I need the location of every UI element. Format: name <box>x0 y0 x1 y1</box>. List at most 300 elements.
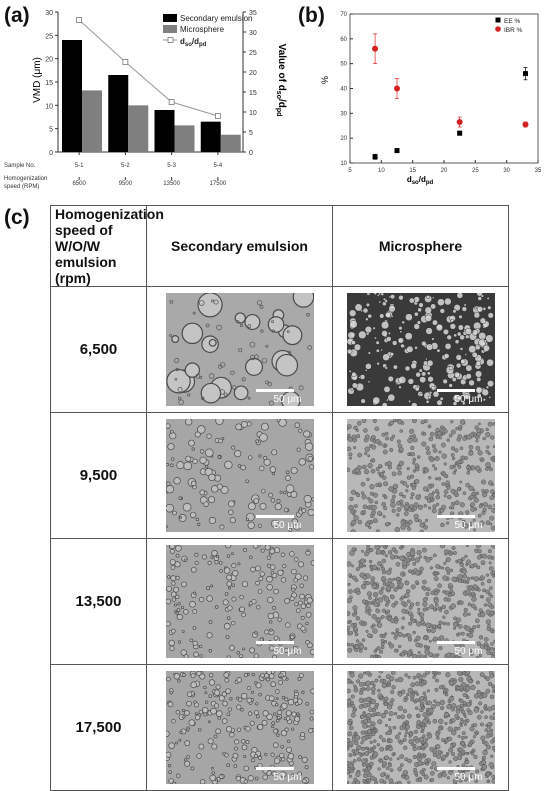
microsphere <box>425 400 428 403</box>
microsphere <box>404 505 409 510</box>
microsphere <box>381 646 384 649</box>
droplet <box>269 467 275 473</box>
microsphere <box>361 492 364 495</box>
y-tick-label: 40 <box>340 86 347 93</box>
microsphere <box>475 440 478 443</box>
microsphere <box>443 329 449 335</box>
droplet <box>259 572 263 576</box>
y2-tick-label: 5 <box>249 130 253 137</box>
microsphere <box>373 602 378 607</box>
header-speed: Homogenization speed of W/O/W emulsion (rpm) <box>51 206 147 287</box>
droplet <box>259 434 267 442</box>
droplet <box>239 607 244 612</box>
microsphere <box>367 463 372 468</box>
droplet <box>187 692 192 697</box>
microsphere <box>394 527 399 532</box>
droplet <box>177 614 182 619</box>
microsphere <box>404 512 408 516</box>
droplet <box>260 674 264 678</box>
microsphere <box>486 574 489 577</box>
microsphere <box>492 493 494 497</box>
droplet <box>288 753 294 759</box>
microsphere <box>384 756 388 760</box>
microsphere <box>486 780 489 783</box>
microsphere <box>368 613 370 615</box>
microsphere <box>412 676 415 679</box>
microsphere <box>349 457 352 460</box>
droplet <box>258 590 262 594</box>
speed-label-line2: speed (RPM) <box>4 184 40 190</box>
microsphere <box>398 583 403 588</box>
microsphere <box>443 562 446 565</box>
droplet <box>211 744 216 749</box>
microsphere <box>383 298 386 301</box>
microsphere <box>367 719 371 723</box>
x-tick-label: 20 <box>440 168 448 174</box>
microsphere <box>414 464 418 468</box>
microsphere <box>465 758 468 761</box>
droplet <box>273 729 277 733</box>
microsphere <box>367 352 370 355</box>
microsphere <box>423 487 427 491</box>
microsphere <box>423 361 427 365</box>
microsphere <box>356 434 360 438</box>
microsphere <box>484 340 487 343</box>
microsphere <box>394 649 397 652</box>
microsphere <box>398 386 401 389</box>
microsphere <box>396 466 401 471</box>
microsphere <box>461 736 464 739</box>
microsphere <box>459 724 462 727</box>
microsphere <box>383 386 389 392</box>
microsphere <box>397 706 402 711</box>
microsphere <box>397 440 401 444</box>
legend-label: IBR % <box>504 27 523 34</box>
microsphere <box>418 676 422 680</box>
microsphere <box>413 514 418 519</box>
droplet <box>242 648 244 650</box>
droplet <box>241 613 245 617</box>
microsphere <box>407 527 410 530</box>
microsphere <box>358 331 366 339</box>
microsphere <box>404 758 407 761</box>
microsphere <box>366 713 371 718</box>
microsphere <box>410 496 413 499</box>
droplet <box>274 636 278 640</box>
droplet <box>248 712 252 716</box>
microsphere <box>435 489 438 492</box>
droplet <box>308 729 312 733</box>
microsphere <box>481 760 485 764</box>
microsphere <box>486 651 490 655</box>
microsphere <box>435 495 439 499</box>
microsphere <box>460 359 465 364</box>
microsphere <box>356 640 359 643</box>
microsphere <box>446 522 449 525</box>
microsphere <box>401 617 404 620</box>
microsphere <box>491 779 494 784</box>
microsphere <box>406 346 413 353</box>
row-speed-9500: 9,500 <box>51 413 147 539</box>
microsphere <box>400 421 403 424</box>
microsphere <box>455 709 459 713</box>
microsphere <box>377 768 380 771</box>
microsphere <box>388 764 391 767</box>
microsphere <box>388 718 391 721</box>
microsphere <box>436 654 439 657</box>
microsphere <box>358 376 360 378</box>
droplet <box>217 717 220 720</box>
micrograph-image <box>166 671 314 784</box>
microsphere <box>471 577 474 580</box>
microsphere <box>385 603 388 606</box>
microsphere <box>358 698 363 703</box>
microsphere <box>403 698 407 702</box>
droplet <box>284 598 289 603</box>
microsphere <box>425 315 432 322</box>
microsphere <box>439 397 443 401</box>
microsphere <box>489 587 492 590</box>
legend-swatch <box>163 25 177 33</box>
microsphere <box>357 421 361 425</box>
droplet <box>183 462 191 470</box>
microsphere <box>375 467 378 470</box>
microsphere <box>354 344 361 351</box>
droplet <box>206 434 211 439</box>
microsphere <box>417 714 420 717</box>
microsphere <box>415 571 420 576</box>
x-tick-label: 5 <box>348 168 352 174</box>
microsphere <box>351 372 356 377</box>
microsphere <box>456 293 462 298</box>
droplet <box>219 570 222 573</box>
droplet <box>246 698 251 703</box>
microsphere <box>395 679 398 682</box>
droplet <box>306 604 310 608</box>
microsphere <box>467 613 470 616</box>
bar-secondary-emulsion <box>108 75 128 152</box>
bar-secondary-emulsion <box>62 40 82 152</box>
microsphere <box>375 609 379 613</box>
microsphere <box>375 598 378 601</box>
microsphere <box>394 782 397 784</box>
microsphere <box>433 608 436 611</box>
droplet <box>227 606 232 611</box>
microsphere <box>490 647 493 650</box>
microsphere <box>381 642 384 645</box>
microsphere <box>379 679 383 683</box>
microsphere <box>431 761 436 766</box>
microsphere <box>351 435 355 439</box>
droplet <box>282 696 285 699</box>
microsphere <box>370 492 374 496</box>
droplet <box>233 765 236 768</box>
microsphere <box>366 303 370 307</box>
droplet <box>310 649 314 654</box>
microsphere <box>395 419 398 421</box>
droplet <box>296 448 299 451</box>
microsphere <box>476 377 481 382</box>
microsphere <box>349 620 352 623</box>
microsphere <box>375 341 379 345</box>
microsphere <box>405 523 409 527</box>
microsphere <box>372 684 375 687</box>
microsphere <box>466 708 469 711</box>
microsphere <box>480 612 485 617</box>
microsphere <box>358 705 362 709</box>
droplet <box>167 443 173 449</box>
droplet <box>200 779 205 784</box>
microsphere <box>414 479 418 483</box>
microsphere <box>374 545 379 549</box>
category-label: 5-3 <box>167 163 176 169</box>
droplet <box>228 587 230 589</box>
microsphere <box>352 383 357 388</box>
cell-emulsion-17500 <box>147 665 333 791</box>
microsphere <box>415 636 420 641</box>
microsphere <box>385 437 388 440</box>
droplet <box>191 481 196 486</box>
microsphere <box>489 468 493 472</box>
microsphere <box>363 688 365 690</box>
bar-secondary-emulsion <box>201 122 221 152</box>
microsphere <box>465 752 467 754</box>
droplet <box>248 503 255 510</box>
microsphere <box>359 682 363 686</box>
scale-bar-label: 50 μm <box>273 394 302 405</box>
droplet <box>171 629 175 633</box>
microsphere <box>476 625 479 628</box>
microsphere <box>485 432 490 437</box>
droplet <box>185 456 190 461</box>
droplet <box>197 523 200 526</box>
microsphere <box>480 711 483 714</box>
microsphere <box>486 772 490 776</box>
microsphere <box>435 702 439 706</box>
microsphere <box>401 601 405 605</box>
microsphere <box>440 472 443 475</box>
microsphere <box>491 483 493 485</box>
droplet <box>182 715 184 717</box>
droplet <box>192 459 197 464</box>
droplet <box>171 458 174 461</box>
microsphere <box>465 335 469 339</box>
cell-microsphere-17500 <box>333 665 509 791</box>
microsphere <box>422 680 426 684</box>
droplet <box>186 729 188 731</box>
microsphere <box>394 550 397 553</box>
droplet <box>224 568 230 574</box>
microsphere <box>438 621 442 625</box>
microsphere <box>475 619 479 623</box>
microsphere <box>466 702 470 706</box>
droplet <box>285 475 290 480</box>
microsphere <box>433 700 436 703</box>
microsphere <box>365 763 368 766</box>
microsphere <box>482 750 487 755</box>
microsphere <box>465 626 470 631</box>
microsphere <box>489 695 493 699</box>
microsphere <box>388 711 393 716</box>
microsphere <box>363 428 367 432</box>
legend-label: $d_{so}/d_{pd}$ <box>180 37 207 48</box>
microsphere <box>422 598 426 602</box>
droplet <box>217 456 220 459</box>
x-axis-label-sub2: pd <box>425 180 434 186</box>
droplet <box>264 630 268 634</box>
droplet <box>209 517 215 523</box>
y-tick-label: 10 <box>340 161 347 167</box>
microsphere <box>469 700 472 703</box>
microsphere <box>453 622 457 626</box>
microsphere <box>371 584 376 589</box>
microsphere <box>406 476 410 480</box>
microsphere <box>370 699 375 704</box>
microsphere <box>423 743 427 747</box>
microsphere <box>366 779 369 782</box>
microsphere <box>448 748 453 753</box>
droplet <box>229 645 234 650</box>
microsphere <box>361 419 365 423</box>
cell-microsphere-6500 <box>333 287 509 413</box>
droplet <box>275 690 279 694</box>
droplet <box>231 621 235 625</box>
microsphere <box>348 753 352 757</box>
microsphere <box>418 519 421 522</box>
microsphere <box>410 743 413 746</box>
microsphere <box>373 650 376 653</box>
microsphere <box>473 723 477 727</box>
droplet <box>272 472 275 475</box>
microsphere <box>431 704 435 708</box>
microsphere <box>465 686 470 691</box>
droplet <box>226 764 229 767</box>
microsphere <box>380 773 384 777</box>
microsphere <box>432 509 436 513</box>
microsphere <box>375 655 378 658</box>
droplet <box>249 556 252 559</box>
droplet <box>281 730 286 735</box>
microsphere <box>416 321 420 325</box>
microsphere <box>400 525 405 530</box>
droplet <box>186 701 191 706</box>
microsphere <box>373 293 376 295</box>
droplet <box>234 740 238 744</box>
droplet <box>238 465 241 468</box>
microsphere <box>429 604 433 608</box>
droplet <box>243 755 245 757</box>
microsphere <box>435 603 438 606</box>
droplet <box>286 747 291 752</box>
droplet <box>251 759 254 762</box>
microsphere <box>376 349 380 353</box>
droplet <box>166 485 174 493</box>
microsphere <box>410 492 413 495</box>
microsphere <box>425 519 428 522</box>
microsphere <box>442 590 445 593</box>
microsphere <box>422 602 427 607</box>
droplet <box>191 448 193 450</box>
microsphere <box>474 307 476 309</box>
microsphere <box>422 719 427 724</box>
microsphere <box>412 462 415 465</box>
droplet <box>194 703 198 707</box>
microsphere <box>418 505 423 510</box>
microsphere <box>480 673 484 677</box>
microsphere <box>486 598 490 602</box>
microsphere <box>440 706 444 710</box>
microsphere <box>351 704 355 708</box>
microsphere <box>389 769 392 772</box>
microsphere <box>466 545 469 547</box>
microsphere <box>453 727 457 731</box>
microsphere <box>368 596 371 599</box>
droplet <box>210 585 212 587</box>
droplet <box>182 323 202 343</box>
droplet <box>210 708 216 714</box>
microsphere <box>425 358 427 360</box>
droplet <box>306 598 312 604</box>
microsphere <box>438 719 443 724</box>
microsphere <box>446 439 449 442</box>
microsphere <box>475 361 480 366</box>
droplet <box>226 581 231 586</box>
microsphere <box>419 530 423 532</box>
microsphere <box>357 520 361 524</box>
scale-bar-label: 50 μm <box>273 520 302 531</box>
microsphere <box>401 775 404 778</box>
droplet <box>196 754 201 759</box>
scale-bar <box>256 389 294 392</box>
microsphere <box>406 589 410 593</box>
legend-marker <box>495 26 501 32</box>
microsphere <box>412 458 415 461</box>
droplet <box>248 776 253 781</box>
microsphere <box>387 578 392 583</box>
droplet <box>170 430 173 433</box>
microsphere <box>353 623 356 626</box>
microsphere <box>363 564 366 567</box>
droplet <box>255 581 259 585</box>
droplet <box>273 713 276 716</box>
microsphere <box>478 514 481 517</box>
microsphere <box>422 580 426 584</box>
droplet <box>205 449 213 457</box>
droplet <box>305 702 308 705</box>
microsphere <box>365 369 367 371</box>
microsphere <box>455 427 458 430</box>
microsphere <box>385 776 388 779</box>
microsphere <box>411 692 414 695</box>
droplet <box>294 557 298 561</box>
microsphere <box>491 459 494 462</box>
microsphere <box>392 578 394 580</box>
droplet <box>202 555 206 559</box>
microsphere <box>476 690 480 694</box>
microsphere <box>491 775 494 778</box>
microsphere <box>404 366 409 371</box>
y-tick-label: 5 <box>49 126 53 134</box>
droplet <box>294 690 297 693</box>
microsphere <box>371 505 376 510</box>
microsphere <box>489 674 493 678</box>
microsphere <box>440 523 444 527</box>
microsphere <box>465 483 469 487</box>
ee-point <box>457 131 462 136</box>
droplet <box>185 363 199 377</box>
microsphere <box>492 746 495 750</box>
droplet <box>287 740 290 743</box>
